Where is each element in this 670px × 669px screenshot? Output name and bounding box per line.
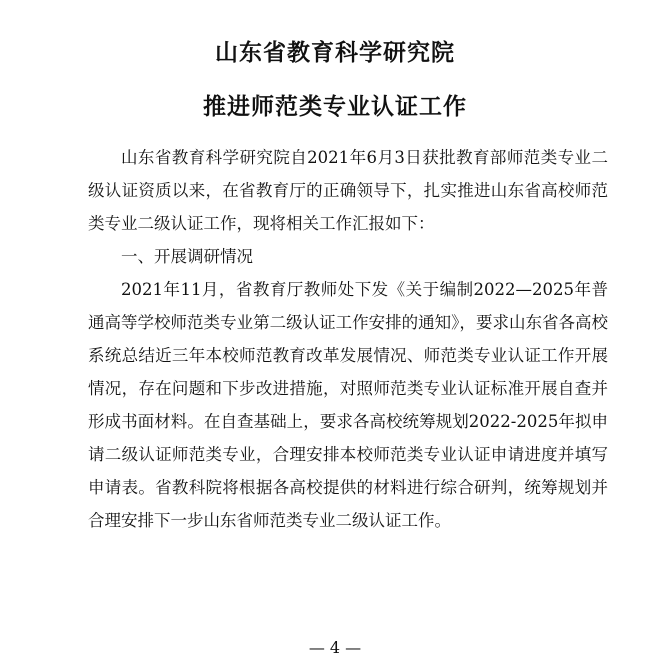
document-title-line2: 推进师范类专业认证工作 [203, 94, 467, 120]
document-body [88, 141, 608, 537]
research-paragraph: 2021年11月，省教育厅教师处下发《关于编制2022—2025年普通高等学校师范类专业第二级认证工作安排的通知》，要求山东省各高校系统总结近三年本校师范教育改革发展情况、师范类专业认证工作开展情况，存在问题和下步改进措施，对照师范类专业认证标准开展自查并形成书面材料。在自查基础上，要求各高校统筹规划2022-2025年拟申请二级认证师范类专业，合理安排本校师范类专业认证申请进度并填写申请表。省教科院将根据各高校提供的材料进行综合研判，统筹规划并合理安排下一步山东省师范类专业二级认证工作。 [88, 280, 608, 530]
intro-paragraph: 山东省教育科学研究院自2021年6月3日获批教育部师范类专业二级认证资质以来，在省教育厅的正确领导下，扎实推进山东省高校师范类专业二级认证工作，现将相关工作汇报如下： [88, 148, 608, 233]
page-number: — 4 — [308, 638, 362, 657]
document-title-line1: 山东省教育科学研究院 [215, 40, 455, 66]
section-heading: 一、开展调研情况 [121, 247, 253, 266]
